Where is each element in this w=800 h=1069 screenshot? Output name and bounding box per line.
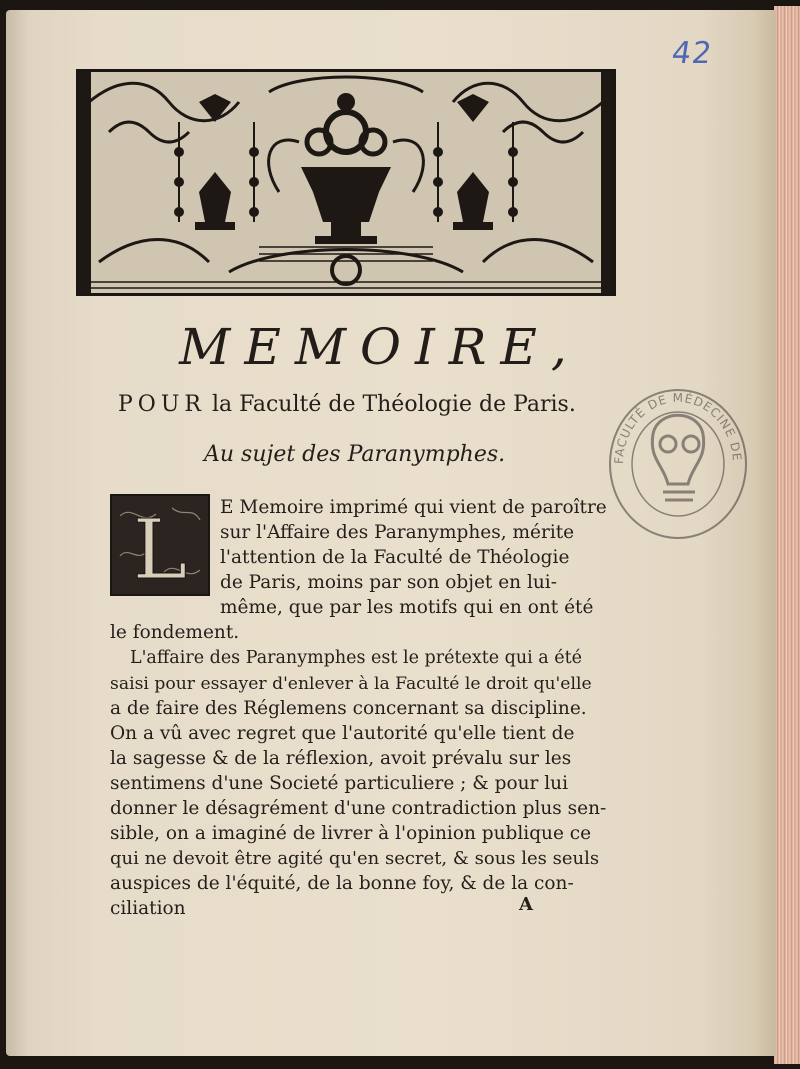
body-line: sur l'Affaire des Paranymphes, mérite	[220, 522, 575, 543]
subline-pour: POUR	[118, 392, 206, 417]
stamp-seal	[603, 364, 749, 540]
body-line: auspices de l'équité, de la bonne foy, & de la con-	[110, 873, 574, 894]
subject-line: Au sujet des Paranymphes.	[204, 442, 506, 467]
body-line: même, que par les motifs qui en ont été	[220, 597, 594, 618]
subline-rest: la Faculté de Théologie de Paris.	[211, 392, 576, 417]
body-line: On a vû avec regret que l'autorité qu'elle tient de	[110, 723, 575, 744]
body-line: saisi pour essayer d'enlever à la Faculté le droit qu'elle	[110, 674, 592, 694]
body-line: sentimens d'une Societé particuliere ; & pour lui	[110, 773, 569, 794]
initial-letter: L	[132, 503, 188, 594]
body-line: qui ne devoit être agité qu'en secret, & sous les seuls	[110, 848, 600, 869]
ornamental-headpiece	[76, 69, 616, 296]
title-subline	[118, 392, 576, 417]
headpiece-engraving	[79, 72, 613, 293]
initial-letter-graphic	[112, 496, 208, 594]
body-line: a de faire des Réglemens concernant sa discipline.	[110, 698, 587, 719]
body-line: sible, on a imaginé de livrer à l'opinion publique ce	[110, 823, 592, 844]
decorated-initial	[110, 494, 210, 596]
body-line: le fondement.	[110, 622, 240, 643]
folio-number: 42	[669, 36, 715, 71]
body-line: la sagesse & de la réflexion, avoit prévalu sur les	[110, 748, 572, 769]
body-line: ciliation	[110, 898, 186, 919]
stamp-text: FACULTÉ DE MÉDECINE DE	[611, 390, 745, 465]
signature-mark: A	[519, 894, 533, 915]
document-title: MEMOIRE,	[179, 318, 581, 376]
body-line: de Paris, moins par son objet en lui-	[220, 572, 557, 593]
body-line: donner le désagrément d'une contradiction plus sen-	[110, 798, 607, 819]
body-line: L'affaire des Paranymphes est le prétexte qui a été	[130, 648, 583, 668]
library-stamp	[603, 364, 749, 540]
body-line: l'attention de la Faculté de Théologie	[220, 547, 570, 568]
body-line: E Memoire imprimé qui vient de paroître	[220, 497, 607, 518]
book-page-edges	[774, 6, 800, 1064]
